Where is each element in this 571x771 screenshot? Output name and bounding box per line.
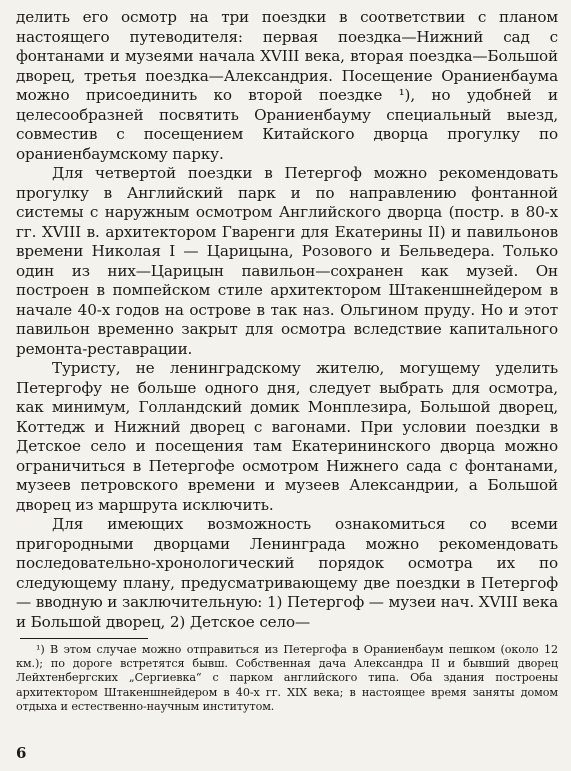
footnote-divider [20,638,148,639]
paragraph-4: Для имеющих возможность ознакомиться со всеми пригородными дворцами Ленинграда можно рекомендовать последовательно-хронологический порядок осмотра их по следующему плану, предусматривающему две поездки в Петергоф — вводную и заключительную: 1) Петергоф — музеи нач. XVIII века и Большой дворец, 2) Детское село— [16,515,558,631]
page-number: 6 [16,744,27,762]
footnote: ¹) В этом случае можно отправиться из Петергофа в Ораниенбаум пешком (около 12 км.); по дороге встретятся бывш. Собственная дача Александра II и бывший дворец Лейхтенбергских „Сергиевка“ с парком английского типа. Оба здания построены архитектором Штакеншнейдером в 40-х гг. XIX века; в настоящее время заняты домом отдыха и естественно-научным институтом. [16,643,558,713]
paragraph-2: Для четвертой поездки в Петергоф можно рекомендовать прогулку в Английский парк и по направлению фонтанной системы с наружным осмотром Английского дворца (постр. в 80-х гг. XVIII в. архитектором Гваренги для Екатерины II) и павильонов времени Николая I — Царицына, Розового и Бельведера. Только один из них—Царицын павильон—сохранен как музей. Он построен в помпейском стиле архитектором Штакеншнейдером в начале 40-х годов на острове в так наз. Ольгином пруду. Но и этот павильон временно закрыт для осмотра вследствие капитального ремонта-реставрации. [16,164,558,358]
paragraph-3: Туристу, не ленинградскому жителю, могущему уделить Петергофу не больше одного дня, следует выбрать для осмотра, как минимум, Голландский домик Монплезира, Большой дворец, Коттедж и Нижний дворец с вагонами. При условии поездки в Детское село и посещения там Екатерининского дворца можно ограничиться в Петергофе осмотром Нижнего сада с фонтанами, музеев петровского времени и музеев Александрии, а Большой дворец из маршрута исключить. [16,359,558,514]
paragraph-1: делить его осмотр на три поездки в соответствии с планом настоящего путеводителя: первая поездка—Нижний сад с фонтанами и музеями начала XVIII века, вторая поездка—Большой дворец, третья поездка—Александрия. Посещение Ораниенбаума можно присоединить ко второй поездке ¹), но удобней и целесообразней посвятить Ораниенбауму специальный выезд, совместив с посещением Китайского дворца прогулку по ораниенбаумскому парку. [16,8,558,163]
